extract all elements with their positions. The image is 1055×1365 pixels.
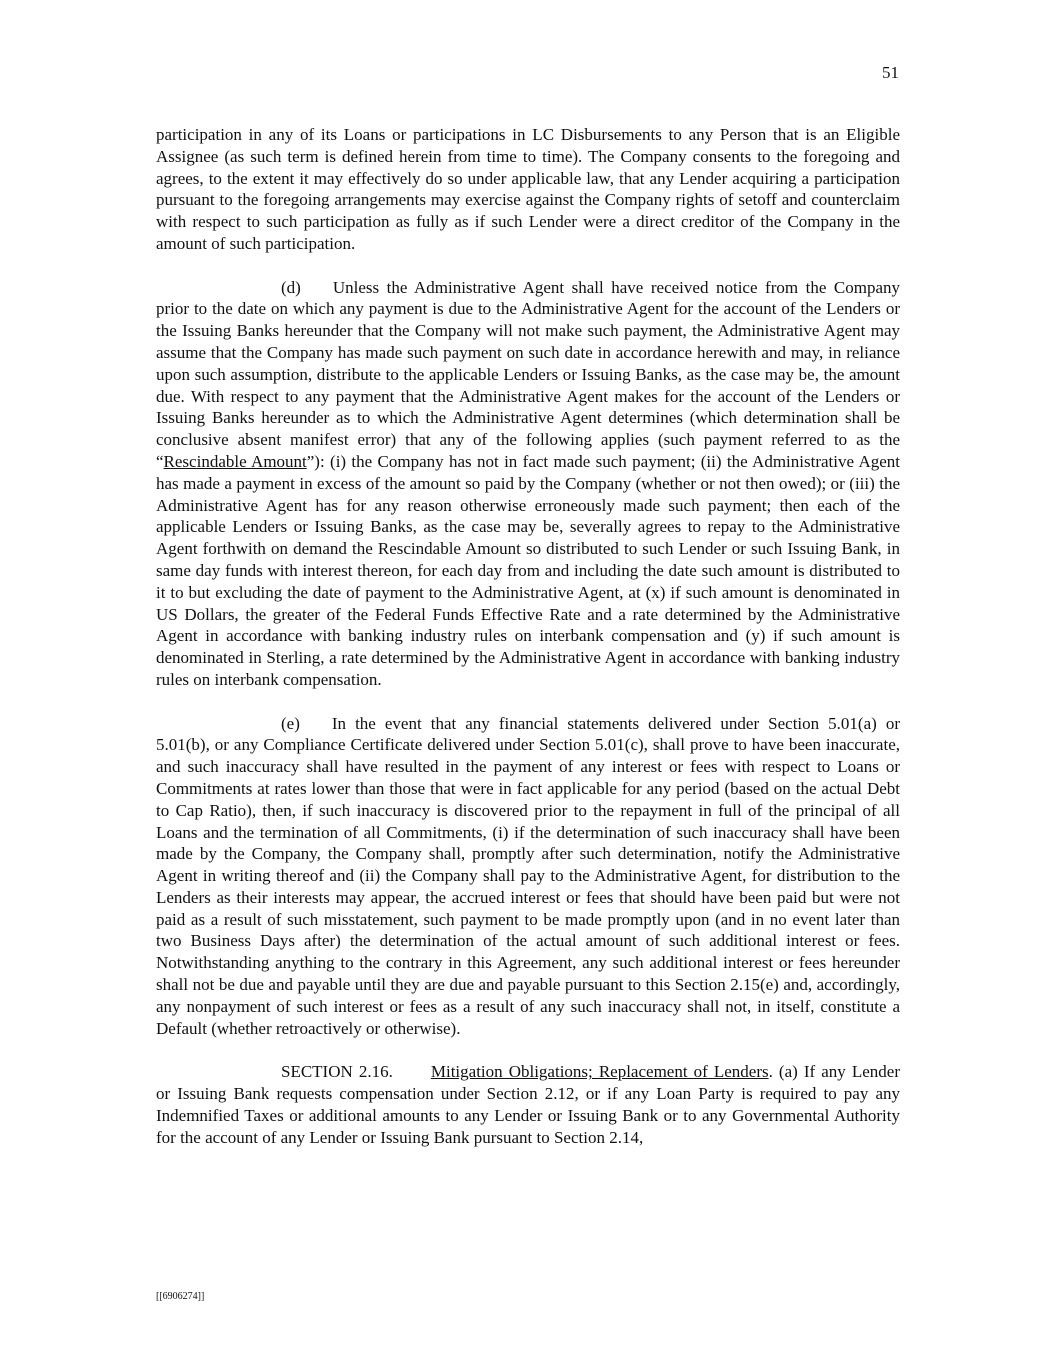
document-id-footer: [[6906274]] (156, 1291, 205, 1302)
paragraph-e (156, 713, 900, 1040)
paragraph-text: Unless the Administrative Agent shall have received notice from the Company prior to the date on which any payment is due to the Administrative Agent for the account of the Lenders or the Issuing Banks hereunder that the Company will not make such payment, the Administrative Agent may assume that the Company has made such payment on such date in accordance herewith and may, in reliance upon such assumption, distribute to the applicable Lenders or Issuing Banks, as the case may be, the amount due. With respect to any payment that the Administrative Agent makes for the account of the Lenders or Issuing Banks hereunder as to which the Administrative Agent determines (which determination shall be conclusive absent manifest error) that any of the following applies (such payment referred to as the “ (156, 277, 900, 471)
page-number: 51 (882, 63, 899, 82)
section-heading: Mitigation Obligations; Replacement of Lenders (430, 1062, 769, 1082)
section-label: SECTION 2.16. (281, 1062, 393, 1082)
paragraph-label: (d) (281, 277, 301, 297)
paragraph-label: (e) (281, 713, 300, 733)
section-2-16 (156, 1061, 900, 1148)
document-body (156, 124, 900, 1170)
paragraph-text-continued: ”): (i) the Company has not in fact made such payment; (ii) the Administrative Agent has made a payment in excess of the amount so paid by the Company (whether or not then owed); or (iii) the Administrative Agent has for any reason otherwise erroneously made such payment; then each of the applicable Lenders or Issuing Banks, as the case may be, severally agrees to repay to the Administrative Agent forthwith on demand the Rescindable Amount so distributed to such Lender or such Issuing Bank, in same day funds with interest thereon, for each day from and including the date such amount is distributed to it to but excluding the date of payment to the Administrative Agent, at (x) if such amount is denominated in US Dollars, the greater of the Federal Funds Effective Rate and a rate determined by the Administrative Agent in accordance with banking industry rules on interbank compensation and (y) if such amount is denominated in Sterling, a rate determined by the Administrative Agent in accordance with banking industry rules on interbank compensation. (156, 451, 900, 689)
paragraph-text: . (a) If any Lender or Issuing Bank requests compensation under Section 2.12, or if any Loan Party is required to pay any Indemnified Taxes or additional amounts to any Lender or Issuing Bank or to any Governmental Authority for the account of any Lender or Issuing Bank pursuant to Section 2.14, (156, 1062, 901, 1147)
paragraph-d (156, 277, 900, 691)
defined-term-rescindable-amount: Rescindable Amount (163, 451, 307, 471)
paragraph-text: participation in any of its Loans or participations in LC Disbursements to any Person that is an Eligible Assignee (as such term is defined herein from time to time). The Company consents to the foregoing and agrees, to the extent it may effectively do so under applicable law, that any Lender acquiring a participation pursuant to the foregoing arrangements may exercise against the Company rights of setoff and counterclaim with respect to such participation as fully as if such Lender were a direct creditor of the Company in the amount of such participation. (156, 125, 900, 253)
paragraph-text: In the event that any financial statements delivered under Section 5.01(a) or 5.01(b), or any Compliance Certificate delivered under Section 5.01(c), shall prove to have been inaccurate, and such inaccuracy shall have resulted in the payment of any interest or fees with respect to Loans or Commitments at rates lower than those that were in fact applicable for any period (based on the actual Debt to Cap Ratio), then, if such inaccuracy is discovered prior to the repayment in full of the principal of all Loans and the termination of all Commitments, (i) if the determination of such inaccuracy shall have been made by the Company, the Company shall, promptly after such determination, notify the Administrative Agent in writing thereof and (ii) the Company shall pay to the Administrative Agent, for distribution to the Lenders as their interests may appear, the accrued interest or fees that should have been paid but were not paid as a result of such misstatement, such payment to be made promptly upon (and in no event later than two Business Days after) the determination of the actual amount of such additional interest or fees. Notwithstanding anything to the contrary in this Agreement, any such additional interest or fees hereunder shall not be due and payable until they are due and payable pursuant to this Section 2.15(e) and, accordingly, any nonpayment of such interest or fees as a result of any such inaccuracy shall not, in itself, constitute a Default (whether retroactively or otherwise). (156, 713, 900, 1038)
paragraph-continuation (156, 124, 900, 255)
